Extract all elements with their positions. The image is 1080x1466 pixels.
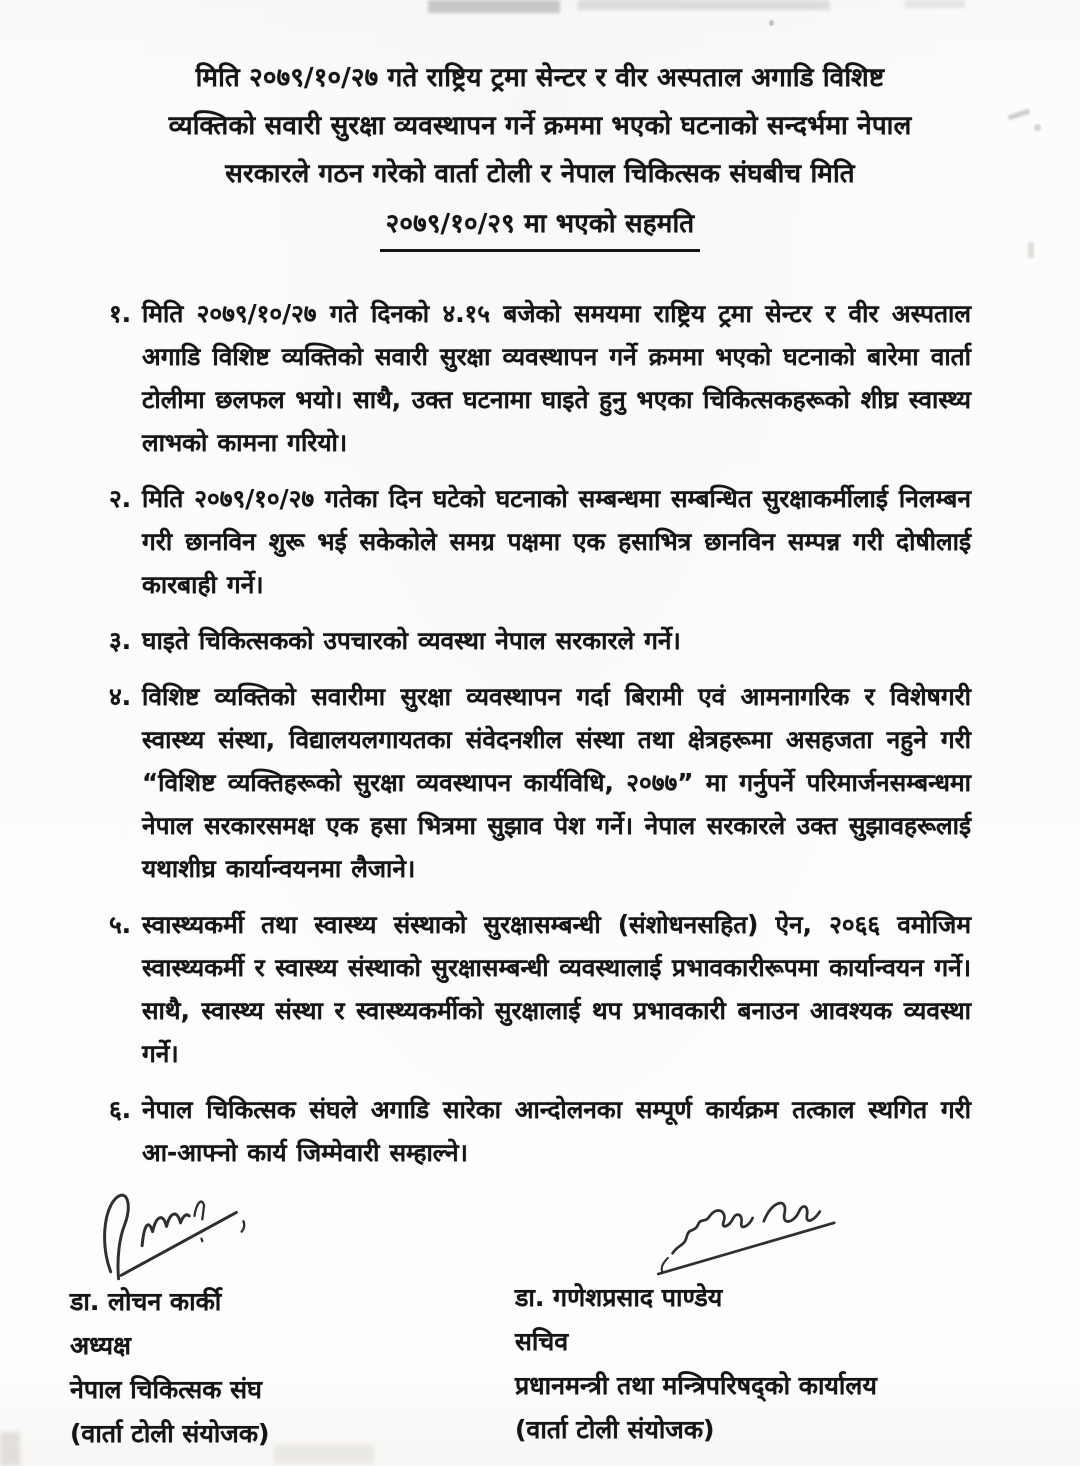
item-text: विशिष्ट व्यक्तिको सवारीमा सुरक्षा व्यवस्थापन गर्दा बिरामी एवं आमनागरिक र विशेषगरी स्वास्थ्य संस्था, विद्यालयलगायतका संवेदनशील संस्था तथा क्षेत्रहरूमा असहजता नहुने गरी “विशिष्ट व्यक्तिहरूको सुरक्षा व्यवस्थापन कार्यविधि, २०७७” मा गर्नुपर्ने परिमार्जनसम्बन्धमा नेपाल सरकारसमक्ष एक हसा भित्रमा सुझाव पेश गर्ने। नेपाल सरकारले उक्त सुझावहरूलाई यथाशीघ्र कार्यान्वयनमा लैजाने। bbox=[142, 682, 971, 883]
title-line: व्यक्तिको सवारी सुरक्षा व्यवस्थापन गर्ने क्रममा भएको घटनाको सन्दर्भमा नेपाल bbox=[168, 111, 912, 141]
title-underline-wrap bbox=[115, 200, 965, 252]
item-number: २. bbox=[109, 484, 132, 513]
signatory-left-block bbox=[60, 1188, 515, 1456]
scan-artifact-bottom-smudge bbox=[0, 1432, 20, 1466]
scan-artifact-top-smudge bbox=[905, 0, 965, 8]
scan-artifact-mark bbox=[1008, 109, 1030, 121]
item-text: स्वास्थ्यकर्मी तथा स्वास्थ्य संस्थाको सुरक्षासम्बन्धी (संशोधनसहित) ऐन, २०६६ वमोजिम स्वास्थ्यकर्मी र स्वास्थ्य संस्थाको सुरक्षासम्बन्धी व्यवस्थालाई प्रभावकारीरूपमा कार्यान्वयन गर्ने। साथै, स्वास्थ्य संस्था र स्वास्थ्यकर्मीको सुरक्षालाई थप प्रभावकारी बनाउन आवश्यक व्यवस्था गर्ने। bbox=[142, 910, 971, 1068]
item-number: ५. bbox=[109, 910, 132, 939]
agreement-item-2 bbox=[109, 477, 971, 606]
scan-artifact-dot bbox=[1034, 124, 1041, 131]
signature-section bbox=[60, 1188, 1020, 1456]
signatory-organization: प्रधानमन्त्री तथा मन्त्रिपरिषद्को कार्यालय bbox=[515, 1371, 877, 1400]
item-number: ६. bbox=[109, 1095, 132, 1124]
title-line: मिति २०७९/१०/२७ गते राष्ट्रिय ट्रमा सेन्टर र वीर अस्पताल अगाडि विशिष्ट bbox=[195, 63, 885, 93]
item-number: १. bbox=[109, 299, 132, 328]
document-title bbox=[115, 54, 965, 252]
item-text: मिति २०७९/१०/२७ गतेका दिन घटेको घटनाको सम्बन्धमा सम्बन्धित सुरक्षाकर्मीलाई निलम्बन गरी छानविन शुरू भई सकेकोले समग्र पक्षमा एक हसाभित्र छानविन सम्पन्न गरी दोषीलाई कारबाही गर्ने। bbox=[142, 484, 971, 599]
item-text: घाइते चिकित्सकको उपचारको व्यवस्था नेपाल सरकारले गर्ने। bbox=[142, 626, 681, 655]
item-text: मिति २०७९/१०/२७ गते दिनको ४.१५ बजेको समयमा राष्ट्रिय ट्रमा सेन्टर र वीर अस्पताल अगाडि विशिष्ट व्यक्तिको सवारी सुरक्षा व्यवस्थापन गर्ने क्रममा भएको घटनाको बारेमा वार्ता टोलीमा छलफल भयो। साथै, उक्त घटनामा घाइते हुनु भएका चिकित्सकहरूको शीघ्र स्वास्थ्य लाभको कामना गरियो। bbox=[142, 299, 971, 457]
agreement-item-6 bbox=[109, 1088, 971, 1174]
signatory-name: डा. लोचन कार्की bbox=[70, 1287, 222, 1316]
item-number: ४. bbox=[109, 682, 132, 711]
signatory-position: सचिव bbox=[515, 1327, 569, 1356]
signatory-right-block bbox=[515, 1188, 1020, 1456]
agreement-items bbox=[109, 292, 971, 1174]
signatory-organization: नेपाल चिकित्सक संघ bbox=[70, 1375, 262, 1404]
signatory-role: (वार्ता टोली संयोजक) bbox=[70, 1419, 270, 1448]
signatory-position: अध्यक्ष bbox=[70, 1331, 131, 1360]
scan-artifact-dot bbox=[769, 20, 774, 26]
title-line: सरकारले गठन गरेको वार्ता टोली र नेपाल चिकित्सक संघबीच मिति bbox=[225, 159, 855, 189]
agreement-item-1 bbox=[109, 292, 971, 464]
agreement-item-4 bbox=[109, 675, 971, 890]
agreement-item-5 bbox=[109, 903, 971, 1075]
agreement-item-3 bbox=[109, 619, 971, 662]
title-date-underlined: २०७९/१०/२९ मा भएको सहमति bbox=[380, 200, 701, 252]
scan-artifact-mark bbox=[1028, 242, 1034, 258]
handwritten-signature-icon bbox=[593, 1194, 893, 1286]
scan-artifact-top-smudge bbox=[428, 0, 560, 13]
scan-artifact-top-smudge bbox=[578, 0, 830, 10]
item-number: ३. bbox=[109, 626, 132, 655]
handwritten-signature-icon bbox=[84, 1188, 284, 1284]
signatory-role: (वार्ता टोली संयोजक) bbox=[515, 1415, 715, 1444]
signatory-name: डा. गणेशप्रसाद पाण्डेय bbox=[515, 1283, 723, 1312]
item-text: नेपाल चिकित्सक संघले अगाडि सारेका आन्दोलनका सम्पूर्ण कार्यक्रम तत्काल स्थगित गरी आ-आफ्नो कार्य जिम्मेवारी सम्हाल्ने। bbox=[142, 1095, 971, 1167]
